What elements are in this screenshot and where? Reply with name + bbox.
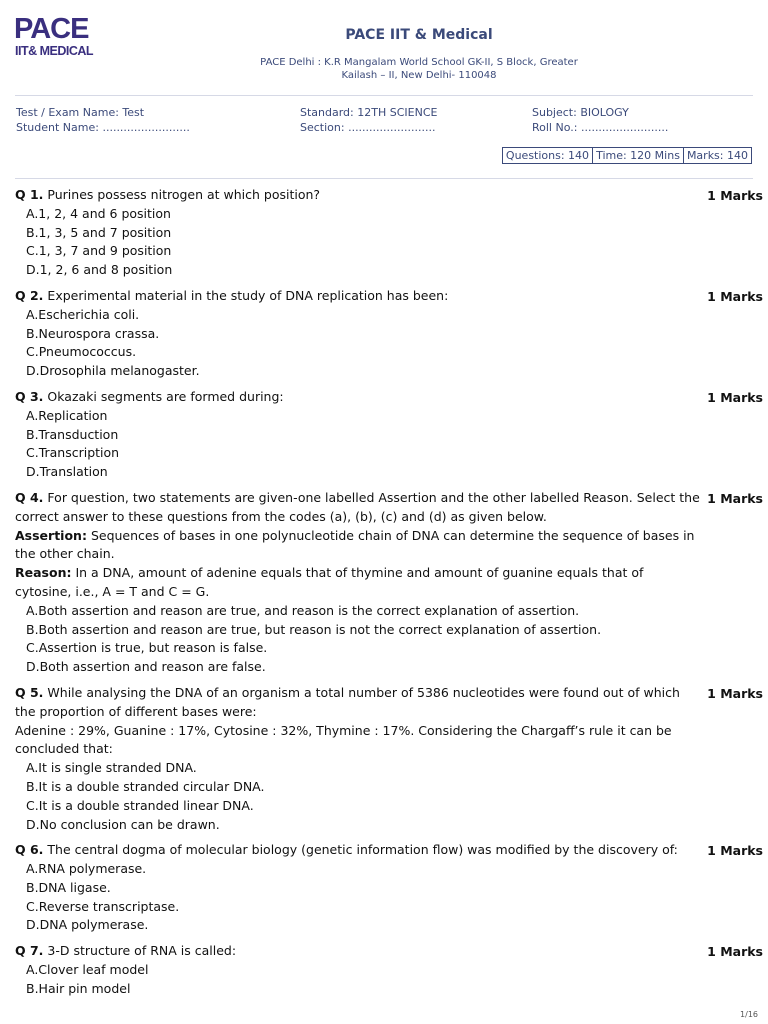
option-d: D.Both assertion and reason are false.	[26, 659, 266, 675]
option-b: B.DNA ligase.	[26, 879, 111, 895]
option-a: A.It is single stranded DNA.	[26, 760, 197, 776]
question-marks: 1 Marks	[707, 389, 763, 405]
option-a: A.RNA polymerase.	[26, 861, 147, 877]
option-a: A.Both assertion and reason are true, and reason is the correct explanation of assertion.	[26, 602, 580, 618]
question-number: Q 2.	[15, 287, 44, 303]
question-number: Q 4.	[15, 489, 44, 505]
question-number: Q 6.	[15, 842, 44, 858]
question-marks: 1 Marks	[707, 288, 763, 304]
institute-address	[0, 56, 768, 82]
question-text: Experimental material in the study of DNA replication has been:	[47, 287, 449, 303]
option-a: A.1, 2, 4 and 6 position	[26, 205, 171, 221]
question-number: Q 7.	[15, 943, 44, 959]
question-text: Purines possess nitrogen at which position?	[47, 187, 321, 202]
option-a: A.Escherichia coli.	[26, 306, 140, 322]
question-marks: 1 Marks	[707, 685, 763, 701]
total-marks: Marks: 140	[683, 147, 752, 164]
option-c: C.1, 3, 7 and 9 position	[26, 243, 172, 259]
question-text: Okazaki segments are formed during:	[47, 388, 284, 404]
question-count: Questions: 140	[502, 147, 593, 164]
question-text: 3-D structure of RNA is called:	[47, 943, 237, 959]
option-d: D.1, 2, 6 and 8 position	[26, 262, 173, 278]
question-text: The central dogma of molecular biology (genetic information flow) was modified by the discovery of:	[47, 842, 678, 858]
question-1	[15, 186, 765, 280]
option-b: B.1, 3, 5 and 7 position	[26, 224, 172, 240]
question-6	[15, 841, 765, 935]
question-marks: 1 Marks	[707, 490, 763, 506]
option-d: D.No conclusion can be drawn.	[26, 816, 220, 832]
question-5	[15, 684, 765, 834]
option-d: D.DNA polymerase.	[26, 917, 149, 933]
reason-text: In a DNA, amount of adenine equals that of thymine and amount of guanine equals that of cytosine, i.e., A = T and C = G.	[15, 565, 644, 599]
reason-statement	[15, 564, 765, 602]
question-number: Q 5.	[15, 684, 44, 700]
subject: Subject: BIOLOGY	[532, 106, 629, 119]
option-c: C.It is a double stranded linear DNA.	[26, 797, 254, 813]
question-number: Q 1.	[15, 187, 44, 202]
institute-name: PACE IIT & Medical	[345, 27, 493, 43]
option-c: C.Reverse transcriptase.	[26, 898, 180, 914]
question-list	[15, 186, 765, 1006]
question-marks: 1 Marks	[707, 843, 763, 859]
question-text: For question, two statements are given-one labelled Assertion and the other labelled Reason. Select the correct answer to these questions from the codes (a), (b), (c) and (d) as given below.	[15, 489, 700, 524]
assertion-text: Sequences of bases in one polynucleotide chain of DNA can determine the sequence of bases in the other chain.	[15, 527, 695, 562]
option-d: D.Translation	[26, 464, 108, 480]
option-c: C.Transcription	[26, 445, 120, 461]
address-line-1: PACE Delhi : K.R Mangalam World School GK-II, S Block, Greater	[260, 57, 578, 68]
option-a: A.Replication	[26, 407, 108, 423]
logo-main-text: PACE	[14, 13, 89, 45]
question-3	[15, 388, 765, 482]
roll-no: Roll No.: .........................	[532, 121, 669, 134]
assertion-statement	[15, 527, 765, 565]
option-b: B.It is a double stranded circular DNA.	[26, 778, 265, 794]
logo-sub-text: IIT& MEDICAL	[15, 44, 94, 58]
option-b: B.Transduction	[26, 426, 119, 442]
assertion-label: Assertion:	[15, 527, 87, 543]
meta-divider	[15, 178, 753, 179]
exam-summary	[503, 147, 752, 164]
address-line-2: Kailash – II, New Delhi- 110048	[341, 70, 497, 81]
question-extra-text: Adenine : 29%, Guanine : 17%, Cytosine : 32%, Thymine : 17%. Considering the Chargaff’s rule it can be concluded that:	[15, 722, 672, 757]
student-name: Student Name: .........................	[16, 121, 190, 134]
header-divider	[15, 95, 753, 96]
question-2	[15, 287, 765, 381]
question-marks: 1 Marks	[707, 944, 763, 960]
question-7	[15, 942, 765, 998]
standard: Standard: 12TH SCIENCE	[300, 106, 438, 119]
question-number: Q 3.	[15, 388, 44, 404]
option-d: D.Drosophila melanogaster.	[26, 363, 200, 379]
meta-col-3	[532, 105, 668, 135]
option-c: C.Assertion is true, but reason is false.	[26, 640, 268, 656]
option-b: B.Hair pin model	[26, 980, 131, 996]
option-a: A.Clover leaf model	[26, 962, 149, 978]
option-b: B.Neurospora crassa.	[26, 325, 160, 341]
page-number: 1/16	[740, 1010, 758, 1019]
question-marks: 1 Marks	[707, 188, 763, 203]
option-b: B.Both assertion and reason are true, but reason is not the correct explanation of assertion.	[26, 621, 602, 637]
reason-label: Reason:	[15, 565, 72, 581]
question-4	[15, 489, 765, 677]
meta-col-1	[16, 105, 190, 135]
question-text: While analysing the DNA of an organism a total number of 5386 nucleotides were found out of which the proportion of different bases were:	[15, 684, 680, 719]
meta-col-2	[300, 105, 437, 135]
section: Section: .........................	[300, 121, 436, 134]
test-name: Test / Exam Name: Test	[16, 106, 145, 119]
option-c: C.Pneumococcus.	[26, 344, 137, 360]
time-limit: Time: 120 Mins	[592, 147, 684, 164]
